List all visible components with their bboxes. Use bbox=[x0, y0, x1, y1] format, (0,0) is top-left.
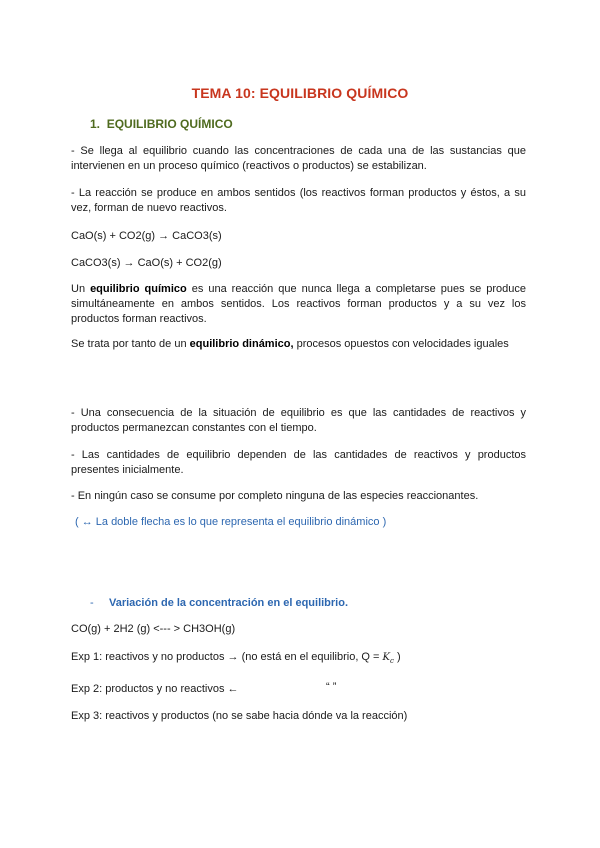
ditto-quotes: “ ” bbox=[326, 681, 337, 693]
section-title: EQUILIBRIO QUÍMICO bbox=[106, 117, 233, 131]
reaction-equation: CO(g) + 2H2 (g) <--- > CH3OH(g) bbox=[71, 623, 236, 635]
experiment-1 bbox=[71, 650, 401, 669]
experiment-2: Exp 2: productos y no reactivos ← bbox=[71, 683, 239, 695]
kc-letter: K bbox=[382, 652, 391, 663]
experiment-1-text: Exp 1: reactivos y no productos → (no está en el equilibrio, Q = bbox=[71, 651, 383, 663]
text-segment: Un bbox=[71, 283, 91, 295]
bullet-dash: - bbox=[90, 597, 94, 609]
paragraph-constant-quantities: - Una consecuencia de la situación de equilibrio es que las cantidades de reactivos y productos permanezcan constantes con el tiempo. bbox=[71, 407, 526, 434]
paragraph-no-full-consumption: - En ningún caso se consume por completo ninguna de las especies reaccionantes. bbox=[71, 490, 479, 502]
kc-symbol bbox=[383, 652, 394, 663]
paragraph-initial-quantities: - Las cantidades de equilibrio dependen de las cantidades de reactivos y productos presentes inicialmente. bbox=[71, 449, 526, 476]
subsection-heading bbox=[90, 596, 348, 611]
note-double-arrow: ( ↔ La doble flecha es lo que representa el equilibrio dinámico ) bbox=[75, 516, 387, 528]
equation-reverse: CaCO3(s) → CaO(s) + CO2(g) bbox=[71, 257, 222, 269]
section-number: 1. bbox=[90, 117, 101, 131]
paragraph-dynamic-equilibrium bbox=[71, 337, 526, 352]
paragraph-definition: - Se llega al equilibrio cuando las concentraciones de cada una de las sustancias que intervienen en un proceso químico (reactivos o productos) se estabilizan. bbox=[71, 145, 526, 172]
bold-term-chemical-equilibrium: equilibrio químico bbox=[90, 283, 187, 295]
subsection-title: Variación de la concentración en el equilibrio. bbox=[109, 597, 349, 609]
page-title: TEMA 10: EQUILIBRIO QUÍMICO bbox=[191, 85, 409, 101]
experiment-3: Exp 3: reactivos y productos (no se sabe hacia dónde va la reacción) bbox=[71, 710, 408, 722]
text-segment: Se trata por tanto de un bbox=[71, 338, 190, 350]
section-heading bbox=[90, 117, 233, 132]
text-segment: es una reacción que nunca llega a completarse pues se produce simultáneamente en ambos sentidos. Los reactivos forman productos y a su vez los productos forman reactivos. bbox=[71, 283, 526, 325]
bold-term-dynamic-equilibrium: equilibrio dinámico, bbox=[189, 338, 294, 350]
paragraph-chemical-equilibrium bbox=[71, 282, 526, 327]
kc-subscript: c bbox=[390, 657, 394, 665]
text-segment: procesos opuestos con velocidades iguales bbox=[293, 338, 509, 350]
experiment-1-close: ) bbox=[393, 651, 401, 663]
paragraph-both-directions: - La reacción se produce en ambos sentidos (los reactivos forman productos y éstos, a su vez, forman de nuevo reactivos. bbox=[71, 187, 526, 214]
equation-forward: CaO(s) + CO2(g) → CaCO3(s) bbox=[71, 230, 222, 242]
